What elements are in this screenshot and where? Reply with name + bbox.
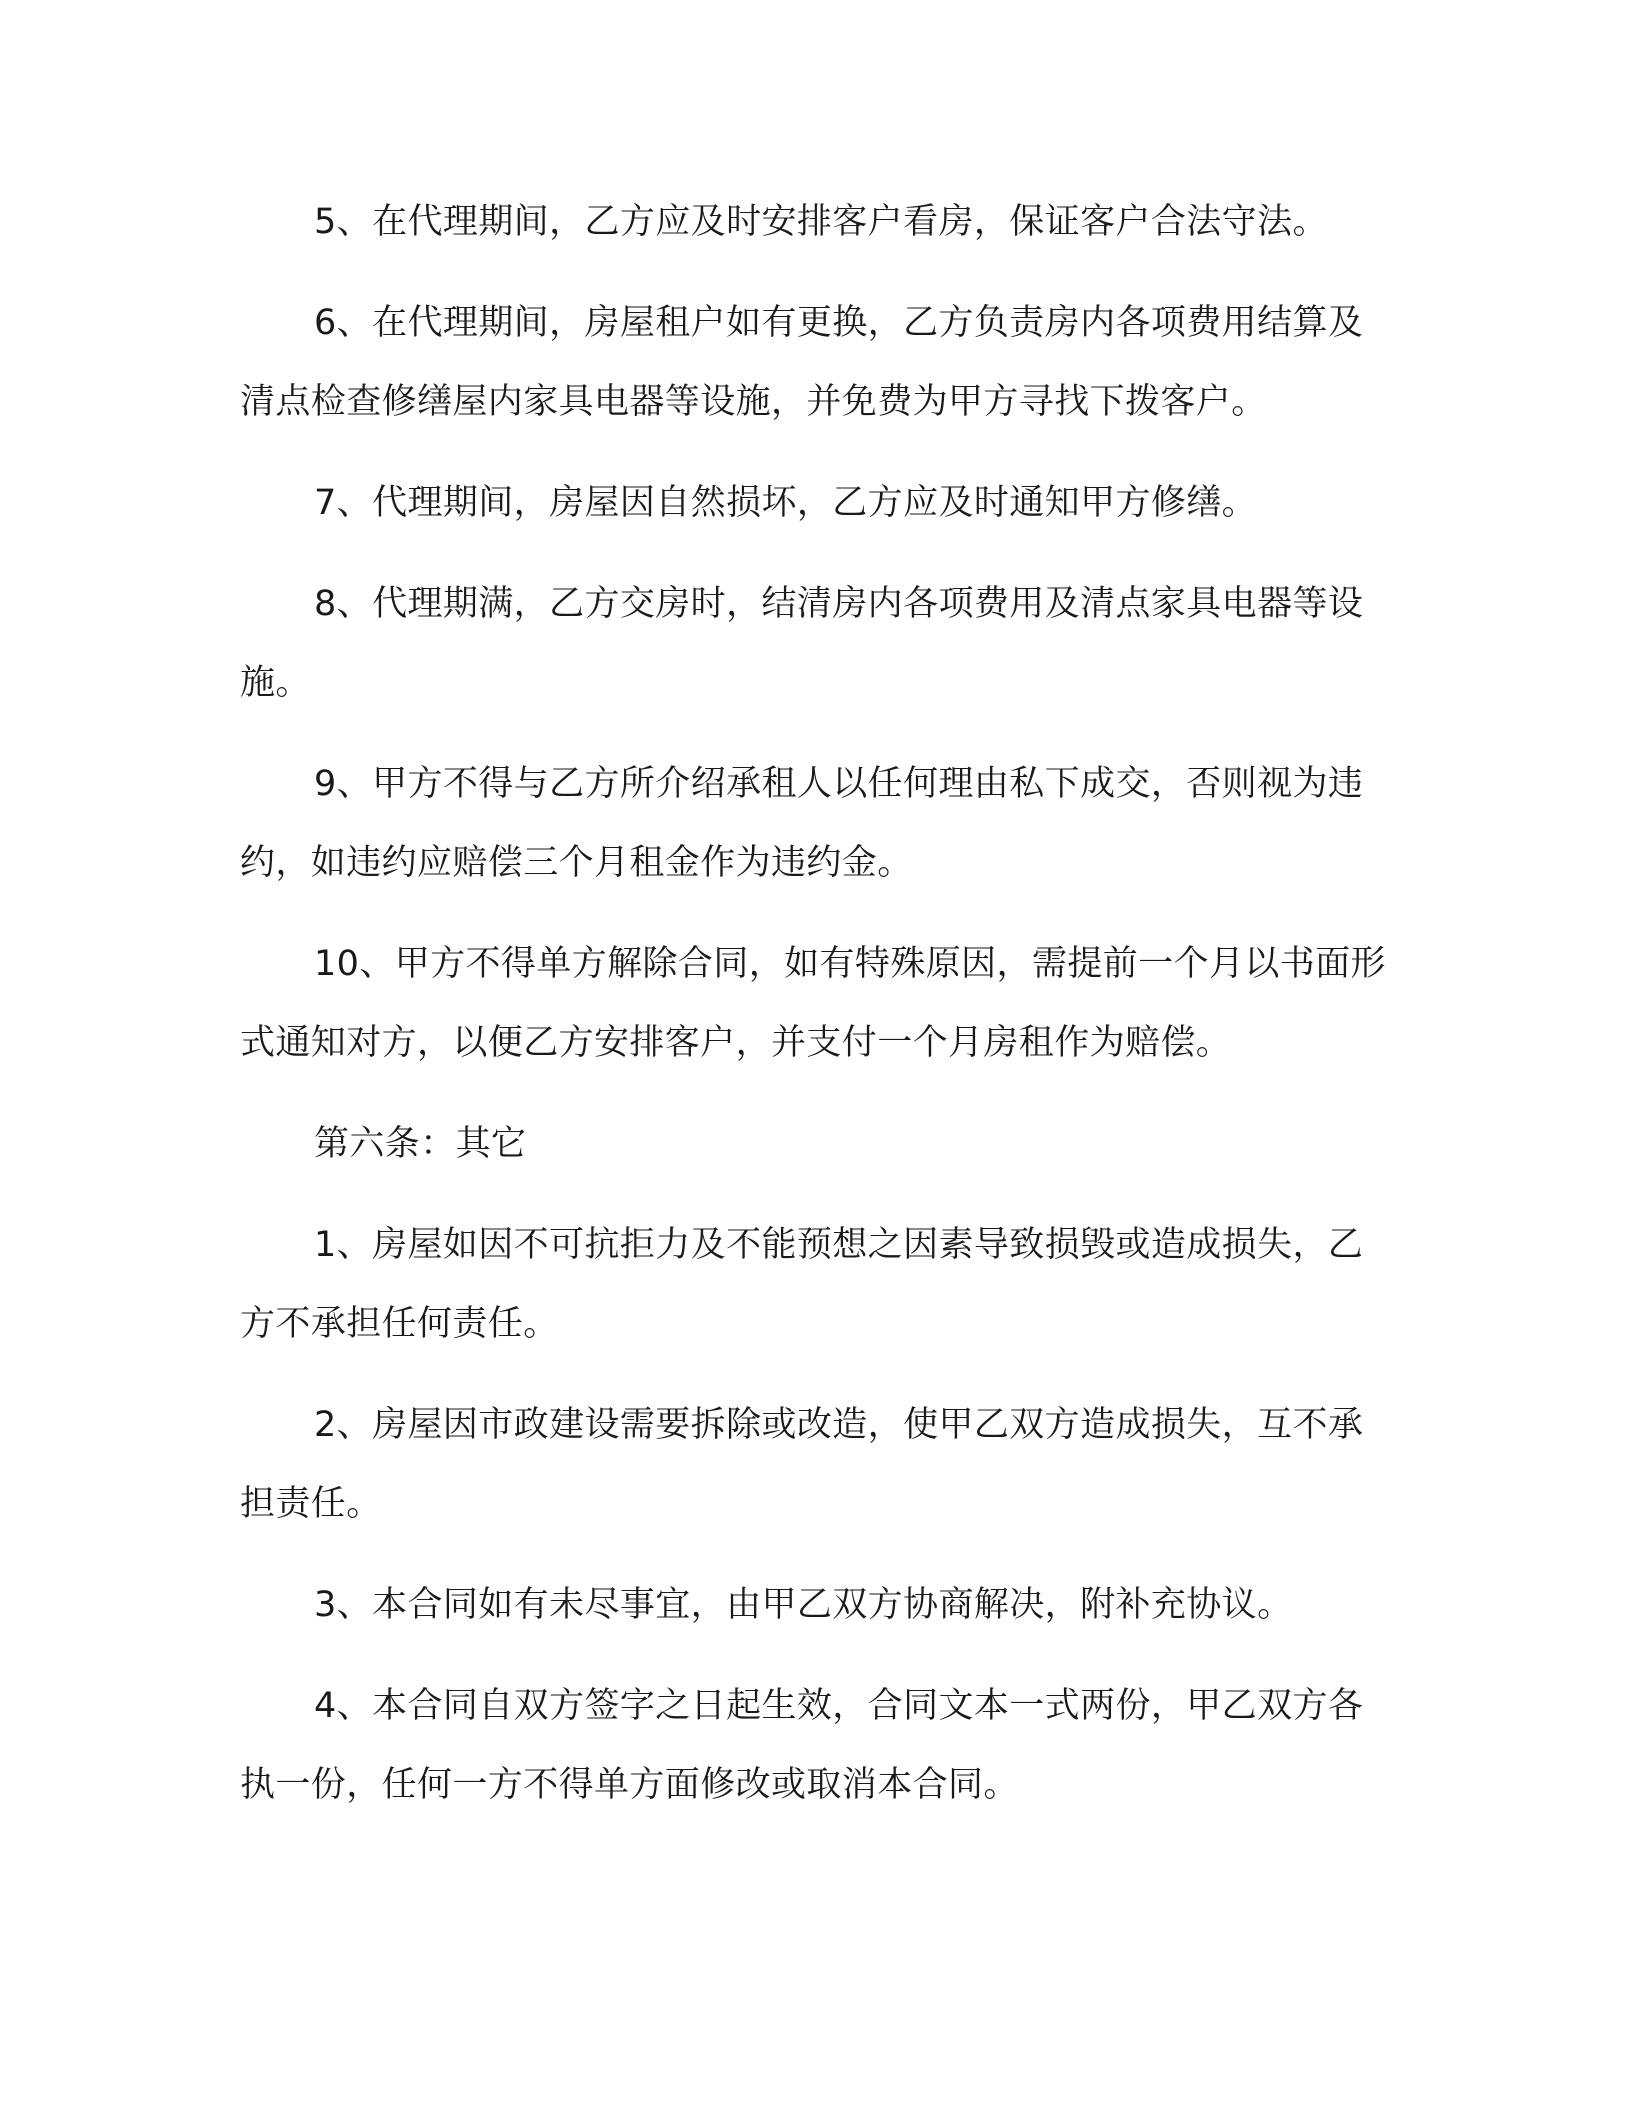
clause-5-paragraph: 5、在代理期间，乙方应及时安排客户看房，保证客户合法守法。	[314, 202, 1328, 242]
article-6-clause-1-paragraph: 1、房屋如因不可抗拒力及不能预想之因素导致损毁或造成损失，乙方不承担任何责任。	[240, 1225, 1364, 1344]
clause-8-paragraph: 8、代理期满，乙方交房时，结清房内各项费用及清点家具电器等设施。	[240, 584, 1364, 703]
document-body	[240, 183, 1395, 1825]
clause-9-paragraph: 9、甲方不得与乙方所介绍承租人以任何理由私下成交，否则视为违约，如违约应赔偿三个月租金作为违约金。	[240, 764, 1364, 883]
article-6-clause-2-paragraph: 2、房屋因市政建设需要拆除或改造，使甲乙双方造成损失，互不承担责任。	[240, 1405, 1364, 1524]
article-6-clause-4-paragraph: 4、本合同自双方签字之日起生效，合同文本一式两份，甲乙双方各执一份，任何一方不得单方面修改或取消本合同。	[240, 1686, 1364, 1805]
article-6-heading: 第六条：其它	[314, 1124, 527, 1164]
clause-6-paragraph: 6、在代理期间，房屋租户如有更换，乙方负责房内各项费用结算及清点检查修缮屋内家具电器等设施，并免费为甲方寻找下拨客户。	[240, 303, 1364, 422]
clause-7-paragraph: 7、代理期间，房屋因自然损坏，乙方应及时通知甲方修缮。	[314, 483, 1258, 523]
article-6-clause-3-paragraph: 3、本合同如有未尽事宜，由甲乙双方协商解决，附补充协议。	[314, 1585, 1293, 1625]
clause-10-paragraph: 10、甲方不得单方解除合同，如有特殊原因，需提前一个月以书面形式通知对方，以便乙方安排客户，并支付一个月房租作为赔偿。	[240, 944, 1386, 1063]
